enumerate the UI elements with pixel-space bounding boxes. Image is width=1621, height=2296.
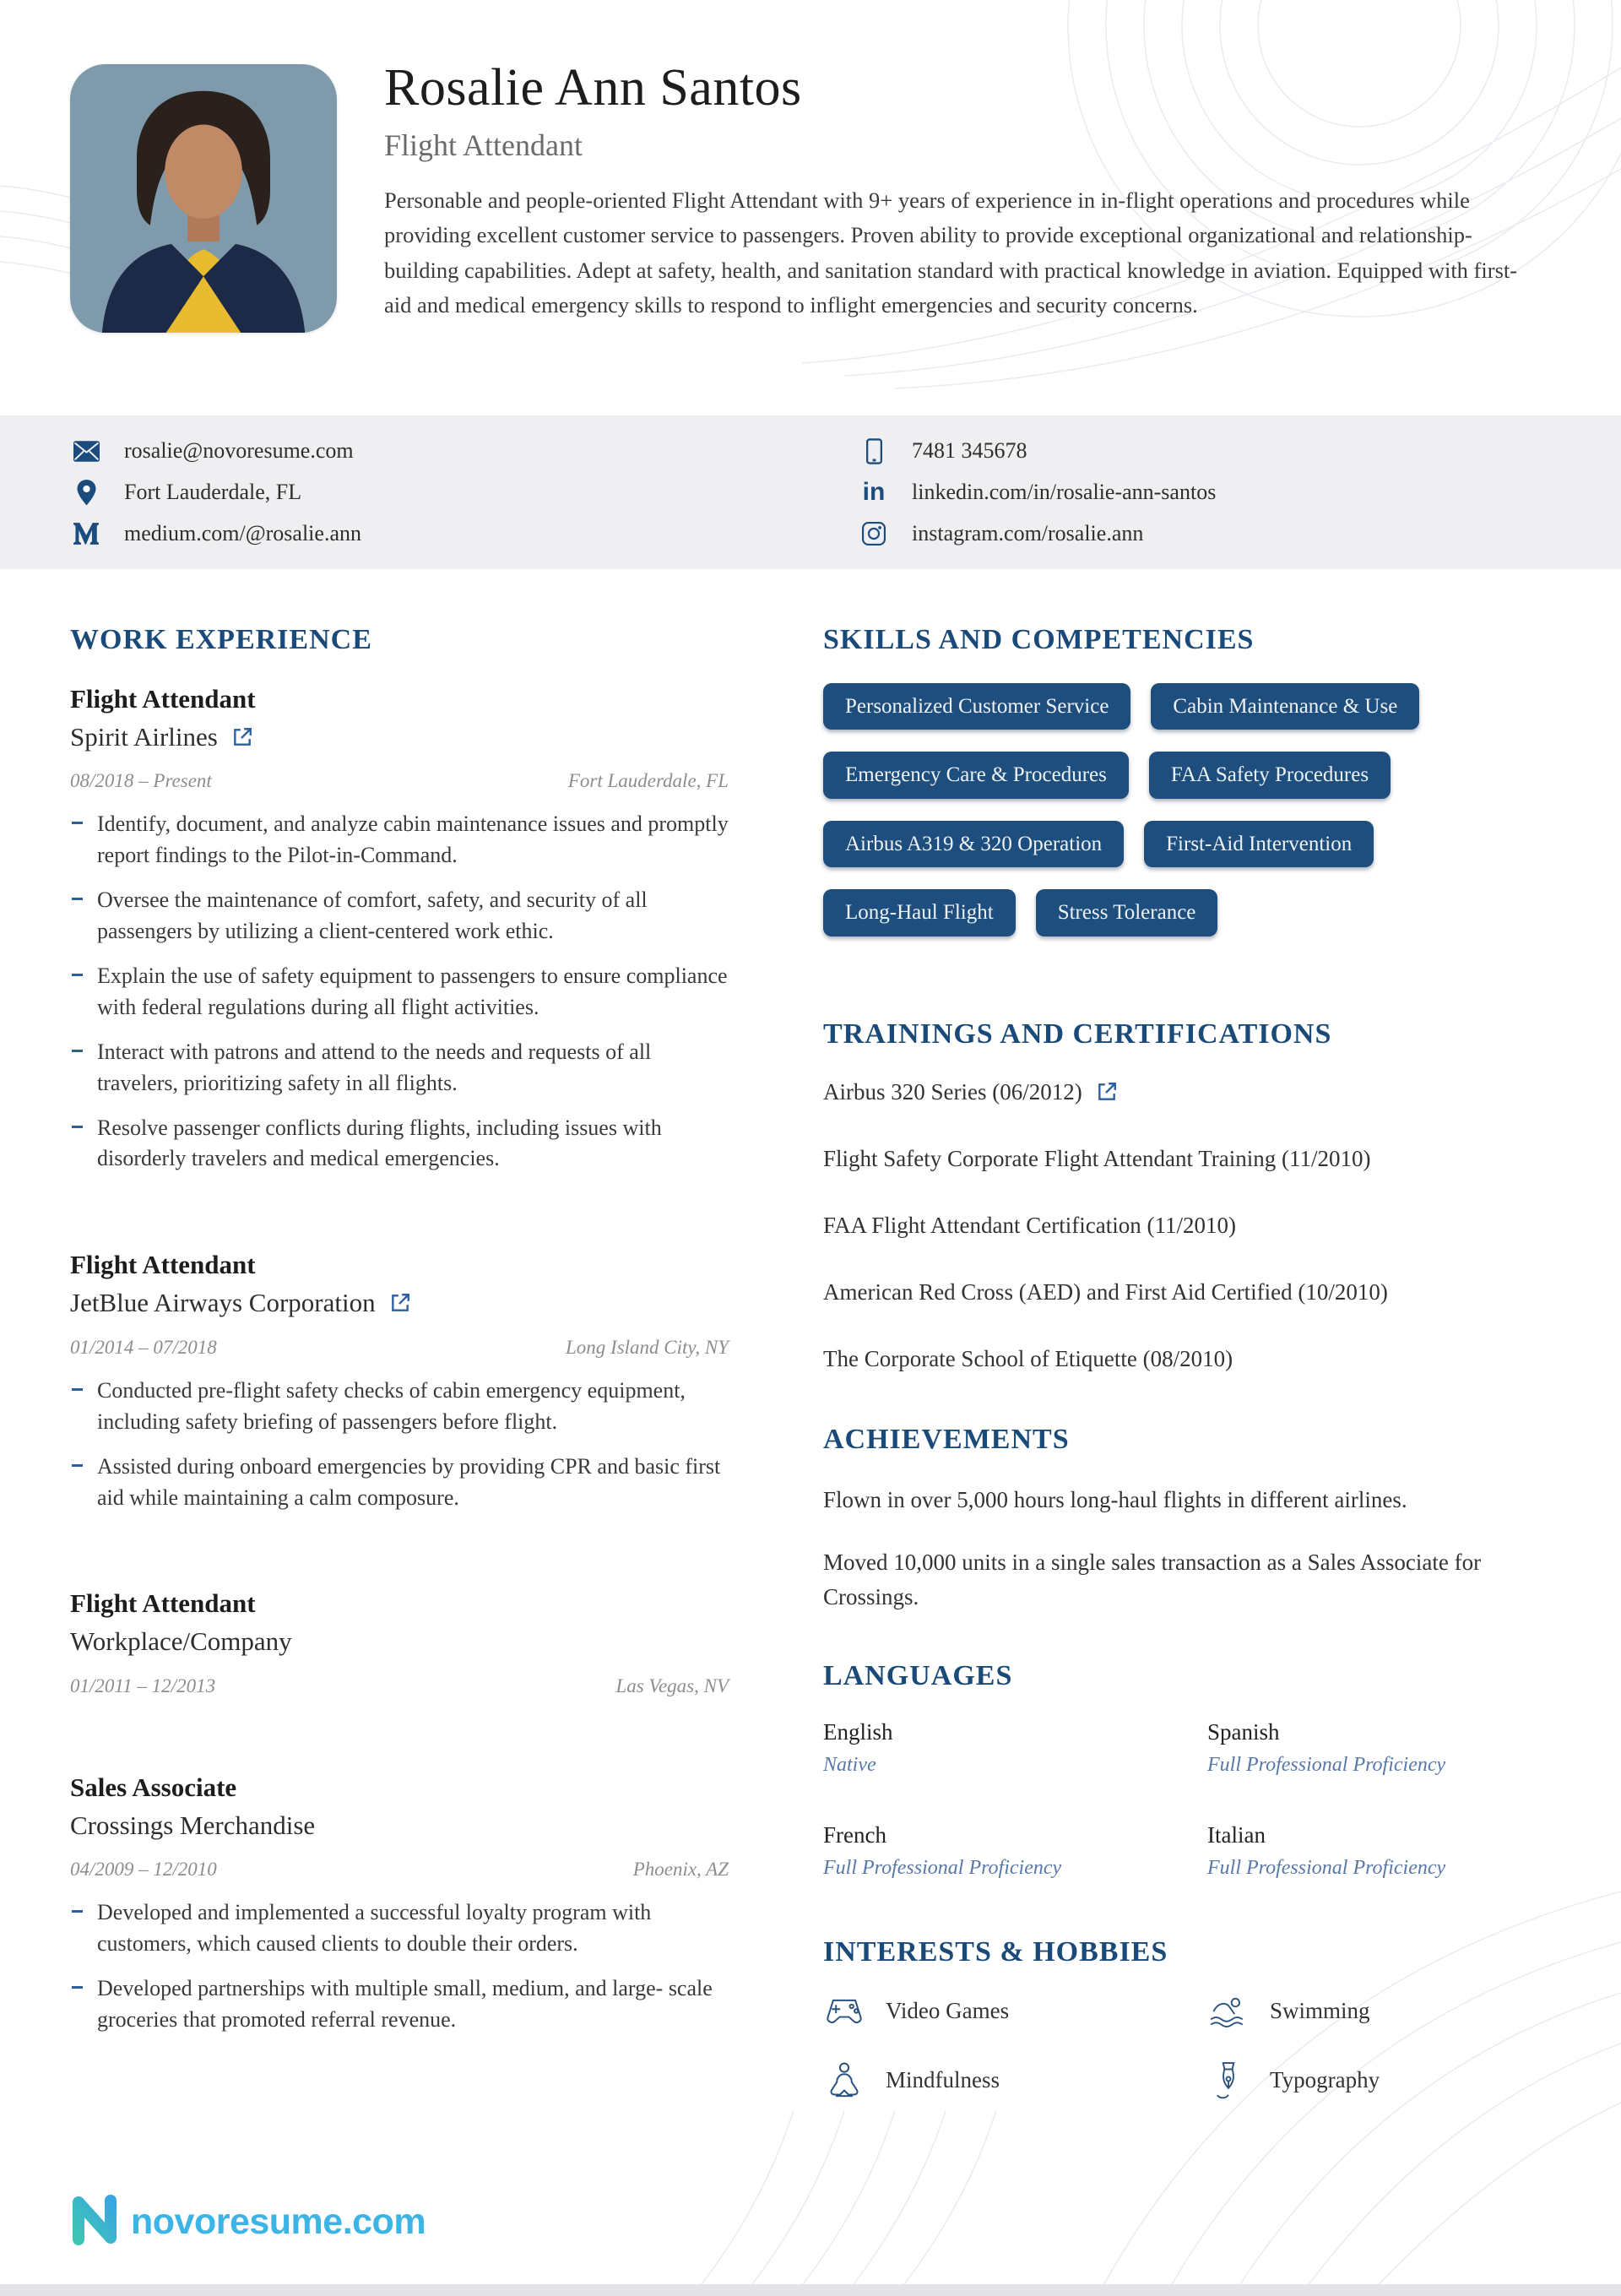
interest-label: Mindfulness	[886, 2067, 1000, 2093]
job-company	[70, 721, 729, 754]
interest-item	[823, 2061, 1207, 2100]
languages-heading: LANGUAGES	[823, 1660, 1013, 1692]
job-bullet: Oversee the maintenance of comfort, safety, and security of all passengers by utilizing a client-centered work ethic.	[70, 885, 729, 947]
job-bullets	[70, 1897, 729, 2036]
job-bullets	[70, 809, 729, 1175]
meditation-icon	[823, 2062, 865, 2099]
job-dates: 04/2009 – 12/2010	[70, 1859, 217, 1881]
linkedin-value[interactable]: linkedin.com/in/rosalie-ann-santos	[912, 480, 1217, 504]
training-text: Airbus 320 Series (06/2012)	[823, 1078, 1082, 1105]
language-name: English	[823, 1719, 893, 1745]
job-bullet: Explain the use of safety equipment to passengers to ensure compliance with federal regulations during all flight activities.	[70, 961, 729, 1023]
language-item	[1207, 1822, 1537, 1880]
medium-icon	[70, 523, 102, 545]
job-bullet: Identify, document, and analyze cabin maintenance issues and promptly report findings to the Pilot-in-Command.	[70, 809, 729, 871]
skill-badge: Stress Tolerance	[1036, 889, 1218, 936]
email-icon	[70, 441, 102, 462]
interest-item	[1207, 2061, 1537, 2100]
language-name: Spanish	[1207, 1719, 1280, 1745]
brand-text[interactable]: novoresume.com	[131, 2201, 426, 2242]
job-company-name: Workplace/Company	[70, 1626, 292, 1657]
training-text: The Corporate School of Etiquette (08/2010)	[823, 1345, 1233, 1371]
job-bullet: Resolve passenger conflicts during flights, including issues with disorderly travelers and medical emergencies.	[70, 1113, 729, 1175]
profile-photo-image	[70, 64, 337, 333]
phone-icon	[858, 438, 890, 464]
training-text: American Red Cross (AED) and First Aid Certified (10/2010)	[823, 1278, 1388, 1305]
job-location: Las Vegas, NV	[615, 1675, 729, 1696]
job-company-name: Crossings Merchandise	[70, 1810, 316, 1840]
job-location: Phoenix, AZ	[632, 1859, 729, 1881]
training-item	[823, 1211, 1537, 1240]
job-title: Flight Attendant	[70, 1588, 256, 1619]
training-item	[823, 1077, 1537, 1107]
job-bullet: Conducted pre-flight safety checks of cabin emergency equipment, including safety briefing of passengers before flight.	[70, 1376, 729, 1438]
job-bullet: Interact with patrons and attend to the needs and requests of all travelers, prioritizing safety in all flights.	[70, 1037, 729, 1099]
profile-summary: Personable and people-oriented Flight Attendant with 9+ years of experience in in-flight operations and procedures while providing excellent customer service to passengers. Proven ability to provide exceptional organizational and relationship-building capabilities. Adept at safety, health, and sanitation standard with practical knowledge in aviation. Equipped with first-aid and medical emergency skills to respond to inflight emergencies and security concerns.	[384, 187, 1518, 318]
language-level: Full Professional Proficiency	[823, 1857, 1062, 1880]
job-location: Long Island City, NY	[566, 1336, 729, 1358]
trainings-section	[823, 1018, 1537, 1374]
skill-badge: Emergency Care & Procedures	[823, 752, 1129, 799]
language-level: Native	[823, 1754, 876, 1777]
job-bullet: Developed partnerships with multiple small, medium, and large- scale groceries that promoted referral revenue.	[70, 1973, 729, 2036]
contact-linkedin	[858, 474, 1533, 511]
interest-label: Swimming	[1270, 1998, 1370, 2024]
external-link-icon[interactable]	[1096, 1081, 1118, 1103]
achievement-item: Moved 10,000 units in a single sales transaction as a Sales Associate for Crossings.	[823, 1550, 1482, 1609]
training-text: Flight Safety Corporate Flight Attendant Training (11/2010)	[823, 1145, 1371, 1171]
skill-badge: Airbus A319 & 320 Operation	[823, 821, 1124, 868]
job-title: Flight Attendant	[70, 1250, 256, 1280]
job-entry	[70, 683, 729, 1175]
fountain-pen-icon	[1207, 2061, 1250, 2100]
skill-badge: Long-Haul Flight	[823, 889, 1016, 936]
job-dates: 01/2014 – 07/2018	[70, 1336, 217, 1358]
language-level: Full Professional Proficiency	[1207, 1754, 1446, 1777]
bottom-strip	[0, 2284, 1621, 2296]
external-link-icon[interactable]	[231, 726, 253, 748]
medium-value[interactable]: medium.com/@rosalie.ann	[124, 521, 361, 546]
interest-label: Typography	[1270, 2067, 1380, 2093]
contact-email	[70, 432, 858, 470]
job-title: Flight Attendant	[70, 683, 256, 714]
job-bullets	[70, 1376, 729, 1514]
skill-badges	[823, 683, 1537, 936]
language-name: Italian	[1207, 1822, 1266, 1848]
contact-bar	[0, 415, 1621, 569]
job-bullet: Assisted during onboard emergencies by providing CPR and basic first aid while maintaining a calm composure.	[70, 1452, 729, 1514]
interest-label: Video Games	[886, 1998, 1010, 2024]
achievements-section	[823, 1423, 1537, 1614]
language-item	[823, 1719, 1207, 1777]
footer-brand[interactable]	[70, 2194, 426, 2250]
job-company	[70, 1287, 729, 1320]
skill-badge: First-Aid Intervention	[1144, 821, 1374, 868]
interest-item	[823, 1995, 1207, 2027]
job-dates: 08/2018 – Present	[70, 770, 212, 792]
job-entry	[70, 1772, 729, 2036]
training-item	[823, 1344, 1537, 1374]
contact-instagram	[858, 515, 1533, 552]
job-company-name: JetBlue Airways Corporation	[70, 1288, 376, 1318]
job-company	[70, 1626, 729, 1658]
job-location: Fort Lauderdale, FL	[567, 770, 729, 792]
instagram-icon	[858, 522, 890, 546]
job-company-name: Spirit Airlines	[70, 721, 218, 752]
skill-badge: FAA Safety Procedures	[1149, 752, 1391, 799]
training-item	[823, 1144, 1537, 1174]
training-item	[823, 1278, 1537, 1307]
interests-section	[823, 1935, 1537, 2100]
contact-medium	[70, 515, 858, 552]
novoresume-logo-icon	[70, 2194, 119, 2250]
skills-heading: SKILLS AND COMPETENCIES	[823, 624, 1255, 655]
location-value: Fort Lauderdale, FL	[124, 480, 302, 504]
training-text: FAA Flight Attendant Certification (11/2010)	[823, 1212, 1236, 1238]
interest-item	[1207, 1995, 1537, 2027]
contact-location	[70, 474, 858, 511]
languages-section	[823, 1659, 1537, 1880]
linkedin-icon: in	[862, 478, 886, 506]
instagram-value[interactable]: instagram.com/rosalie.ann	[912, 521, 1144, 546]
gamepad-icon	[823, 1997, 865, 2026]
external-link-icon[interactable]	[389, 1292, 411, 1314]
achievement-item: Flown in over 5,000 hours long-haul flights in different airlines.	[823, 1486, 1407, 1512]
location-pin-icon	[70, 480, 102, 506]
job-entry	[70, 1588, 729, 1697]
job-company	[70, 1810, 729, 1843]
profile-photo	[70, 64, 337, 333]
job-title: Sales Associate	[70, 1772, 237, 1802]
achievements-heading: ACHIEVEMENTS	[823, 1424, 1070, 1456]
profession-subtitle: Flight Attendant	[384, 128, 583, 163]
page-title: Rosalie Ann Santos	[384, 59, 802, 117]
swimmer-icon	[1207, 1995, 1250, 2027]
work-experience-heading: WORK EXPERIENCE	[70, 624, 372, 655]
email-value[interactable]: rosalie@novoresume.com	[124, 438, 354, 463]
job-dates: 01/2011 – 12/2013	[70, 1675, 216, 1696]
job-entry	[70, 1249, 729, 1513]
language-item	[1207, 1719, 1537, 1777]
trainings-heading: TRAININGS AND CERTIFICATIONS	[823, 1018, 1332, 1050]
language-level: Full Professional Proficiency	[1207, 1857, 1446, 1880]
skill-badge: Personalized Customer Service	[823, 683, 1130, 730]
job-bullet: Developed and implemented a successful loyalty program with customers, which caused clients to double their orders.	[70, 1897, 729, 1960]
skill-badge: Cabin Maintenance & Use	[1151, 683, 1419, 730]
phone-value: 7481 345678	[912, 438, 1027, 463]
contact-phone	[858, 432, 1533, 470]
language-name: French	[823, 1822, 886, 1848]
interests-heading: INTERESTS & HOBBIES	[823, 1936, 1168, 1968]
language-item	[823, 1822, 1207, 1880]
